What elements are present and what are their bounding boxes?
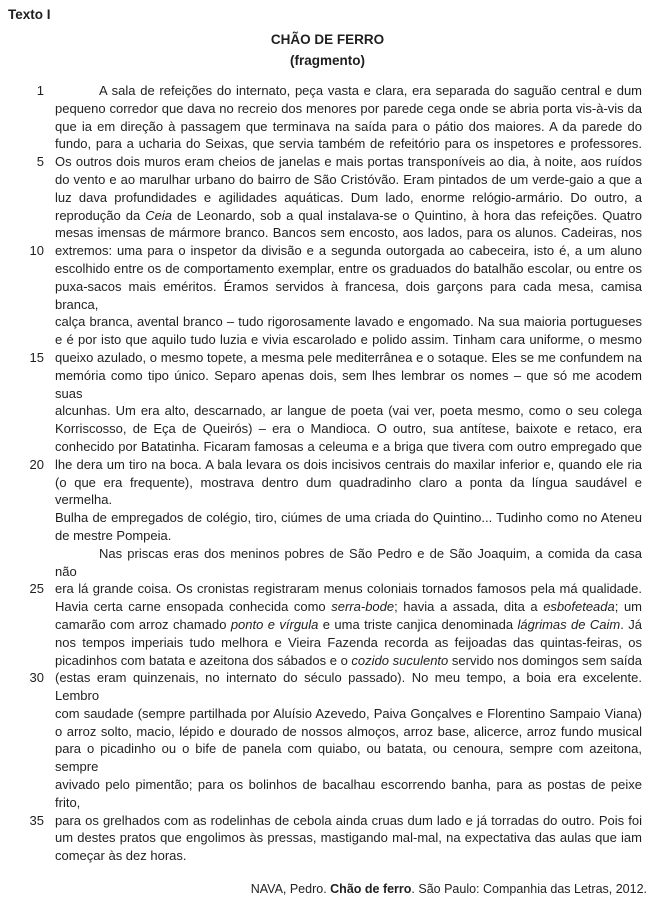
text-line xyxy=(0,634,642,652)
line-number: 10 xyxy=(29,243,44,259)
line-number xyxy=(0,740,44,776)
text-line xyxy=(0,367,642,403)
text-line xyxy=(0,509,642,527)
text-line xyxy=(0,153,642,171)
line-number xyxy=(0,420,44,438)
line-text: para o picadinho ou o bife de panela com quiabo, ou batata, ou cenoura, sempre com azeitona, sempre xyxy=(55,741,642,775)
text-body xyxy=(0,82,655,865)
line-number xyxy=(0,705,44,723)
line-number: 25 xyxy=(29,581,44,597)
line-number xyxy=(0,260,44,278)
line-number xyxy=(0,634,44,652)
line-number xyxy=(0,207,44,225)
citation-work-title: Chão de ferro xyxy=(330,882,412,897)
text-line xyxy=(0,829,642,847)
text-line xyxy=(0,278,642,314)
line-number xyxy=(0,224,44,242)
line-number xyxy=(0,474,44,510)
line-text: um destes pratos que engolimos às pressas, mastigando mal-mal, na expectativa das aulas que iam xyxy=(55,830,642,846)
text-line xyxy=(0,812,642,830)
page-subtitle: (fragmento) xyxy=(290,53,365,68)
line-number xyxy=(0,135,44,153)
line-number: 35 xyxy=(29,812,44,828)
line-number: 1 xyxy=(36,83,44,98)
line-text: memória como tipo único. Separo apenas dois, sem lhes lembrar os nomes – que só me acodem suas xyxy=(55,367,642,401)
line-text: o arroz solto, macio, lépido e dourado de nossos almoços, arroz base, alicerce, arroz fundo musical xyxy=(55,723,642,739)
line-text: A sala de refeições do internato, peça vasta e clara, era separada do saguão central e dum xyxy=(99,83,642,98)
text-line xyxy=(0,171,642,189)
line-text: (o que era frequente), mostrava dentro dum quadradinho claro a ponta da língua saudável e vermelha. xyxy=(55,474,642,508)
line-text: luz dava profundidades e agilidades aquáticas. Dum lado, enorme relógio-armário. Do outro, a xyxy=(55,189,642,205)
text-line xyxy=(0,456,642,474)
text-line xyxy=(0,313,642,331)
text-line xyxy=(0,616,642,634)
text-line xyxy=(0,847,642,865)
citation-publisher: . São Paulo: Companhia das Letras, 2012. xyxy=(411,882,647,897)
line-number xyxy=(0,652,44,670)
text-line xyxy=(0,224,642,242)
text-line xyxy=(0,598,642,616)
line-text: (estas eram quinzenais, no internato do século passado). No meu tempo, a boia era excelente. Lembro xyxy=(55,670,642,704)
line-text: Nas priscas eras dos meninos pobres de São Pedro e de São Joaquim, a comida da casa não xyxy=(55,545,642,579)
line-text: do vento e ao marulhar urbano do bairro de São Cristóvão. Eram pintados de um verde-gaio a que a xyxy=(55,171,642,187)
text-line xyxy=(0,527,642,545)
text-line xyxy=(0,420,642,438)
italic-term: Ceia xyxy=(145,207,173,223)
citation xyxy=(0,882,655,897)
line-text: lhe dera um tiro na boca. A bala levara os dois incisivos centrais do maxilar inferior e, quando ele ria xyxy=(55,456,642,472)
line-text: conhecido por Batatinha. Ficaram famosas a celeuma e a briga que tivera com outro empregado que xyxy=(55,438,642,454)
line-number: 5 xyxy=(36,154,44,170)
text-line xyxy=(0,580,642,598)
texto-label: Texto I xyxy=(8,7,51,22)
line-text: de mestre Pompeia. xyxy=(55,527,172,543)
line-text: pequeno corredor que dava no recreio dos menores por parede cega onde se abria porta vis-à-vis da xyxy=(55,100,642,116)
text-line xyxy=(0,242,642,260)
line-number xyxy=(0,331,44,349)
text-line xyxy=(0,669,642,705)
line-text: escolhido entre os de comportamento exemplar, entre os graduados do batalhão escolar, ou entre os xyxy=(55,260,642,276)
line-text: que ia em direção à passagem que terminava na saída para o pátio dos maiores. A da parede do xyxy=(55,118,642,134)
line-number xyxy=(0,118,44,136)
line-text: Os outros dois muros eram cheios de janelas e mais portas transponíveis ao dia, à noite, aos ruídos xyxy=(55,154,642,170)
line-number: 20 xyxy=(29,456,44,472)
italic-term: esbofeteada xyxy=(543,599,615,615)
line-text: Bulha de empregados de colégio, tiro, ciúmes de uma criada do Quintino... Tudinho como no Ateneu xyxy=(55,510,642,526)
line-number xyxy=(0,509,44,527)
line-text: avivado pelo pimentão; para os bolinhos de bacalhau escorrendo banha, para as postas de peixe frito, xyxy=(55,777,642,810)
text-line xyxy=(0,82,642,100)
line-text: fundo, para a ucharia do Seixas, que servia também de refeitório para os inspetores e professores. xyxy=(55,136,642,152)
line-number xyxy=(0,598,44,616)
line-text: queixo azulado, o mesmo topete, a mesma pele mediterrânea e o sotaque. Eles se me confundem na xyxy=(55,349,642,365)
line-number xyxy=(0,278,44,314)
text-line xyxy=(0,545,642,581)
line-text: calça branca, avental branco – tudo rigorosamente lavado e engomado. Na sua maioria portugueses xyxy=(55,314,642,330)
italic-term: serra-bode xyxy=(331,599,395,615)
text-line xyxy=(0,438,642,456)
line-text: reprodução da Ceia de Leonardo, sob a qual instalava-se o Quintino, à hora das refeições. Quatro xyxy=(55,207,642,223)
text-line xyxy=(0,331,642,349)
line-text: Havia certa carne ensopada conhecida como serra-bode; havia a assada, dita a esbofeteada; um xyxy=(55,599,643,615)
line-text: com saudade (sempre partilhada por Aluísio Azevedo, Paiva Gonçalves e Florentino Sampaio Viana) xyxy=(55,705,642,721)
text-line xyxy=(0,474,642,510)
line-text: para os grelhados com as rodelinhas de cebola ainda cruas dum lado e já torradas do outro. Pois foi xyxy=(55,812,642,828)
italic-term: lágrimas de Caim xyxy=(517,616,621,632)
text-line xyxy=(0,118,642,136)
line-number xyxy=(0,776,44,812)
text-line xyxy=(0,189,642,207)
line-text: era lá grande coisa. Os cronistas registraram menus coloniais tornados famosos pela má qualidade. xyxy=(55,581,642,597)
line-text: e é por isto que aquilo tudo luzia e vivia escarolado e polido assim. Tinham cara uniforme, o mesmo xyxy=(55,332,642,348)
text-line xyxy=(0,100,642,118)
line-text: alcunhas. Um era alto, descarnado, ar langue de poeta (vai ver, poeta mesmo, como o seu colega xyxy=(55,403,642,419)
line-number: 15 xyxy=(29,349,44,365)
line-number xyxy=(0,438,44,456)
line-number xyxy=(0,616,44,634)
page-title: CHÃO DE FERRO xyxy=(270,32,385,47)
line-number xyxy=(0,189,44,207)
line-number: 30 xyxy=(29,670,44,686)
text-line xyxy=(0,349,642,367)
line-number xyxy=(0,847,44,865)
line-text: camarão com arroz chamado ponto e vírgula e uma triste canjica denominada lágrimas de Caim. Já xyxy=(55,616,642,632)
text-line xyxy=(0,652,642,670)
line-number xyxy=(0,829,44,847)
line-number xyxy=(0,171,44,189)
italic-term: ponto e vírgula xyxy=(230,616,319,632)
line-text: Korriscosso, de Eça de Queirós) – era o Mandioca. O outro, sua antítese, baixote e retaco, era xyxy=(55,421,642,437)
text-line xyxy=(0,705,642,723)
line-text: começar às dez horas. xyxy=(55,848,187,864)
citation-author: NAVA, Pedro. xyxy=(250,882,331,897)
line-number xyxy=(0,527,44,545)
line-text: puxa-sacos mais eméritos. Éramos servidos à francesa, dois garçons para cada mesa, camisa branca, xyxy=(55,278,642,312)
line-number xyxy=(0,402,44,420)
text-line xyxy=(0,260,642,278)
line-text: extremos: uma para o inspetor da divisão e a segunda outorgada ao cabeceira, isto é, a um aluno xyxy=(55,243,642,259)
italic-term: cozido suculento xyxy=(351,652,449,668)
text-line xyxy=(0,776,642,812)
line-text: nos tempos imperiais tudo melhora e Vieira Fazenda recorda as feijoadas das quintas-feiras, os xyxy=(55,634,642,650)
text-line xyxy=(0,402,642,420)
line-number xyxy=(0,100,44,118)
line-number xyxy=(0,545,44,581)
line-number xyxy=(0,367,44,403)
text-line xyxy=(0,135,642,153)
line-number xyxy=(0,723,44,741)
line-text: mesas imensas de mármore branco. Bancos sem encosto, aos lados, para os alunos. Cadeiras, nos xyxy=(55,225,642,241)
text-line xyxy=(0,740,642,776)
text-line xyxy=(0,207,642,225)
line-text: picadinhos com batata e azeitona dos sábados e o cozido suculento servido nos domingos sem saída xyxy=(55,652,642,668)
line-number xyxy=(0,313,44,331)
text-line xyxy=(0,723,642,741)
